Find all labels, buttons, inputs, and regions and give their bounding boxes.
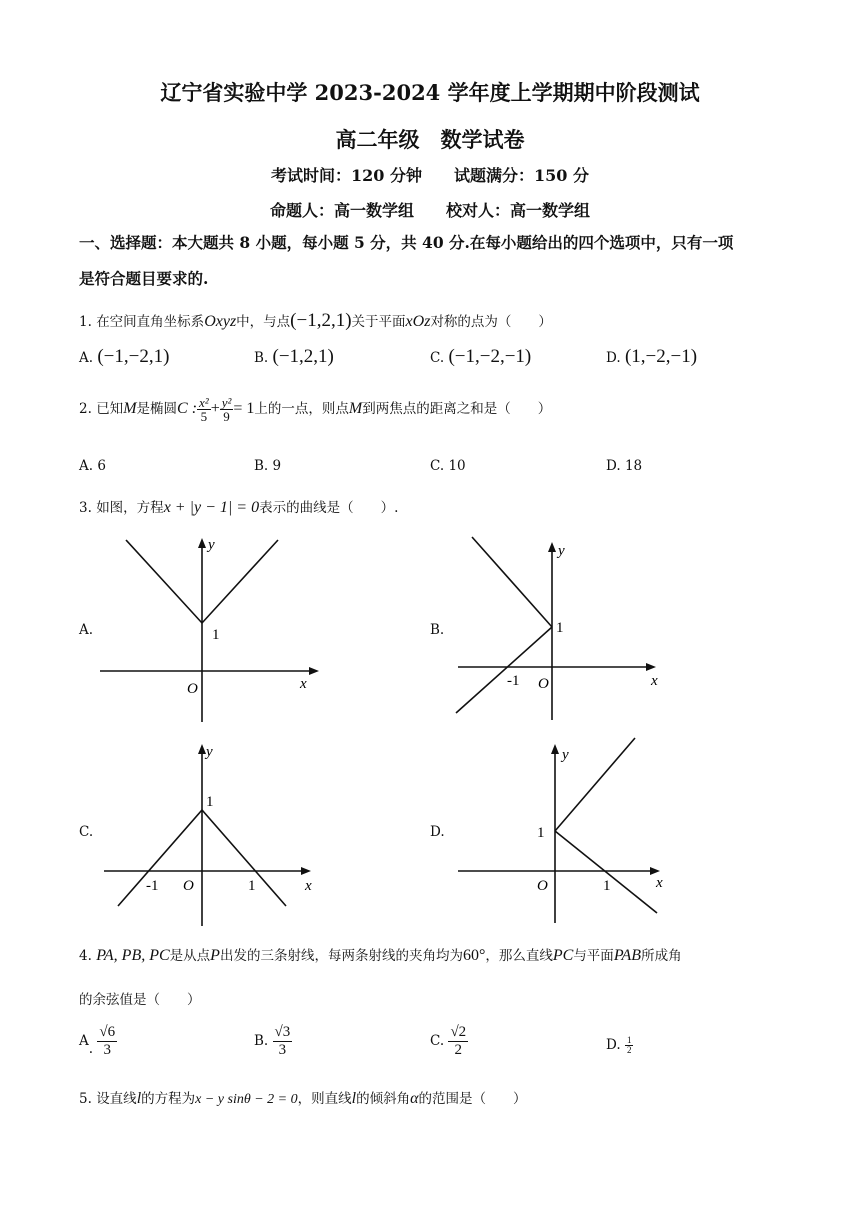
option-value: (−1,2,1) xyxy=(272,346,334,367)
option-label: A. xyxy=(79,458,94,474)
x-axis-arrow-icon xyxy=(650,867,660,875)
math-rays: PA, PB, PC xyxy=(96,947,170,964)
origin-label: O xyxy=(187,681,198,697)
fraction xyxy=(97,1024,117,1059)
math-coordinate-system: Oxyz xyxy=(204,313,237,330)
x-axis-arrow-icon xyxy=(301,867,311,875)
question-number: 5. xyxy=(79,1091,92,1107)
math-point: (−1,2,1) xyxy=(290,310,352,331)
question-text: 表示的曲线是（ ）. xyxy=(259,500,399,516)
math-line-pc: PC xyxy=(552,947,574,964)
fraction xyxy=(220,396,234,423)
option-value: 9 xyxy=(272,458,282,474)
q3-option-a-label[interactable]: A. xyxy=(79,622,94,638)
option-value: 10 xyxy=(448,458,466,474)
option-label: D. xyxy=(606,1037,621,1053)
question-5 xyxy=(79,1087,526,1108)
option-label: D. xyxy=(606,350,621,366)
math-point-m: M xyxy=(123,400,137,417)
curve-upper-branch xyxy=(472,537,552,627)
q1-option-d[interactable] xyxy=(606,346,697,368)
question-text: 在空间直角坐标系 xyxy=(96,314,205,330)
section-heading-line1: 一、选择题：本大题共 8 小题，每小题 5 分，共 40 分.在每小题给出的四个选项中，只有一项 xyxy=(79,233,734,252)
option-value: (−1,−2,1) xyxy=(97,346,170,367)
question-text: 的方程为 xyxy=(141,1091,196,1107)
section-heading-line2: 是符合题目要求的. xyxy=(79,269,209,288)
question-text: 中，与点 xyxy=(236,314,291,330)
q3-option-b-label[interactable]: B. xyxy=(430,622,445,638)
question-text: 到两焦点的距离之和是（ ） xyxy=(362,401,552,417)
point-label-1: 1 xyxy=(206,794,214,810)
question-4-line2: 的余弦值是（ ） xyxy=(79,992,201,1008)
option-label: C. xyxy=(430,350,445,366)
fraction-denominator: 2 xyxy=(626,1045,632,1055)
point-label-x1: 1 xyxy=(248,878,256,894)
origin-label: O xyxy=(538,676,549,692)
question-number: 3. xyxy=(79,500,92,516)
y-axis-arrow-icon xyxy=(198,744,206,754)
x-axis-label: x xyxy=(305,878,312,894)
question-number: 4. xyxy=(79,948,92,964)
q1-option-c[interactable] xyxy=(430,346,531,368)
fraction-numerator: √3 xyxy=(274,1024,291,1040)
q1-option-b[interactable] xyxy=(254,346,334,368)
graph-option-b[interactable] xyxy=(454,533,674,723)
math-point-m: M xyxy=(348,400,363,417)
curve-lower-branch xyxy=(555,831,657,913)
option-value: (−1,−2,−1) xyxy=(448,346,532,367)
y-axis-arrow-icon xyxy=(551,744,559,754)
question-text: 如图，方程 xyxy=(96,500,164,516)
question-text: 的倾斜角 xyxy=(356,1091,411,1107)
option-label: A. xyxy=(79,350,94,366)
x-axis-label: x xyxy=(656,875,663,891)
question-text: 已知 xyxy=(96,401,124,417)
option-label: C. xyxy=(430,1033,445,1049)
point-label-neg1: -1 xyxy=(146,878,159,894)
fraction-denominator: 2 xyxy=(454,1042,463,1058)
fraction-numerator: 1 xyxy=(626,1035,632,1045)
option-dot: . xyxy=(88,1041,94,1057)
option-label: A xyxy=(79,1033,89,1049)
option-label: B. xyxy=(254,1033,269,1049)
q3-option-c-label[interactable]: C. xyxy=(79,824,94,840)
question-text: 所成角 xyxy=(641,948,682,964)
math-plane-pab: PAB xyxy=(613,947,642,964)
fraction-denominator: 3 xyxy=(103,1042,111,1058)
graph-option-d[interactable] xyxy=(454,735,674,925)
math-line-l: l xyxy=(136,1090,142,1107)
math-ellipse-name: C : xyxy=(177,400,198,417)
exam-info: 考试时间：120 分钟 试题满分：150 分 xyxy=(271,166,589,185)
fraction xyxy=(448,1024,468,1059)
math-equals: = 1 xyxy=(233,400,255,417)
exam-authors: 命题人：高一数学组 校对人：高一数学组 xyxy=(269,201,590,220)
question-text: 是椭圆 xyxy=(136,401,178,417)
question-1 xyxy=(79,310,552,332)
math-equation: x − y sinθ − 2 = 0 xyxy=(195,1092,298,1107)
math-alpha: α xyxy=(410,1090,419,1107)
graph-option-c[interactable] xyxy=(100,738,320,928)
x-axis-label: x xyxy=(300,676,307,692)
q2-option-a[interactable] xyxy=(79,458,106,474)
fraction-numerator: y² xyxy=(221,395,232,410)
fraction xyxy=(625,1036,634,1055)
y-axis-label: y xyxy=(206,744,213,760)
x-axis-arrow-icon xyxy=(646,663,656,671)
q4-option-c[interactable] xyxy=(430,1024,468,1059)
question-text: 上的一点，则点 xyxy=(254,401,349,417)
y-axis-label: y xyxy=(208,537,215,553)
question-2 xyxy=(79,396,551,423)
question-text: ，则直线 xyxy=(297,1091,352,1107)
question-text: 与平面 xyxy=(573,948,614,964)
math-equation: x + |y − 1| = 0 xyxy=(163,499,260,516)
x-axis-arrow-icon xyxy=(309,667,319,675)
option-value: 18 xyxy=(624,458,643,474)
question-text: 的范围是（ ） xyxy=(418,1091,527,1107)
question-text: 对称的点为（ ） xyxy=(430,314,552,330)
fraction-denominator: 9 xyxy=(223,409,230,424)
q1-option-a[interactable] xyxy=(79,346,169,368)
y-axis-label: y xyxy=(562,747,569,763)
y-axis-label: y xyxy=(558,543,565,559)
question-number: 2. xyxy=(79,401,92,417)
question-4 xyxy=(79,944,682,965)
y-axis-arrow-icon xyxy=(548,542,556,552)
fraction-denominator: 3 xyxy=(278,1042,287,1058)
point-label-1: 1 xyxy=(537,825,545,841)
q2-option-d[interactable] xyxy=(606,458,642,474)
fraction-denominator: 5 xyxy=(200,409,208,424)
origin-label: O xyxy=(183,878,194,894)
math-operator: + xyxy=(210,400,220,417)
fraction-numerator: √6 xyxy=(99,1024,116,1040)
option-label: C. xyxy=(430,458,445,474)
y-axis-arrow-icon xyxy=(198,538,206,548)
fraction xyxy=(273,1024,293,1059)
option-value: 6 xyxy=(97,458,106,474)
question-text: 设直线 xyxy=(96,1091,137,1107)
math-plane: xOz xyxy=(405,313,431,330)
exam-title: 辽宁省实验中学 2023-2024 学年度上学期期中阶段测试 xyxy=(160,80,700,105)
curve-lower-branch xyxy=(456,627,552,713)
question-text: 是从点 xyxy=(169,948,211,964)
option-label: D. xyxy=(606,458,621,474)
question-number: 1. xyxy=(79,314,92,330)
origin-label: O xyxy=(537,878,548,894)
question-3 xyxy=(79,496,398,517)
point-label-1: 1 xyxy=(212,627,220,643)
q3-option-d-label[interactable]: D. xyxy=(430,824,445,840)
graph-option-a[interactable] xyxy=(100,535,320,725)
x-axis-label: x xyxy=(651,673,658,689)
question-text: 关于平面 xyxy=(351,314,406,330)
option-label: B. xyxy=(254,458,269,474)
q4-option-b[interactable] xyxy=(254,1024,292,1059)
question-text: ，那么直线 xyxy=(485,948,553,964)
question-text: 出发的三条射线，每两条射线的夹角均为 xyxy=(219,948,463,964)
fraction-numerator: √2 xyxy=(450,1024,467,1040)
math-line-l: l xyxy=(351,1090,357,1107)
exam-subtitle: 高二年级 数学试卷 xyxy=(335,127,525,152)
q2-option-c[interactable] xyxy=(430,458,466,474)
math-angle: 60° xyxy=(462,947,486,964)
option-label: B. xyxy=(254,350,269,366)
q2-option-b[interactable] xyxy=(254,458,281,474)
fraction xyxy=(197,396,211,423)
point-label-1: 1 xyxy=(556,620,564,636)
option-value: (1,−2,−1) xyxy=(624,346,698,367)
q4-option-a[interactable] xyxy=(79,1024,117,1059)
point-label-x1: 1 xyxy=(603,878,611,894)
math-point-p: P xyxy=(210,947,220,964)
point-label-neg1: -1 xyxy=(507,673,520,689)
q4-option-d[interactable] xyxy=(606,1036,633,1055)
fraction-numerator: x² xyxy=(199,395,209,410)
